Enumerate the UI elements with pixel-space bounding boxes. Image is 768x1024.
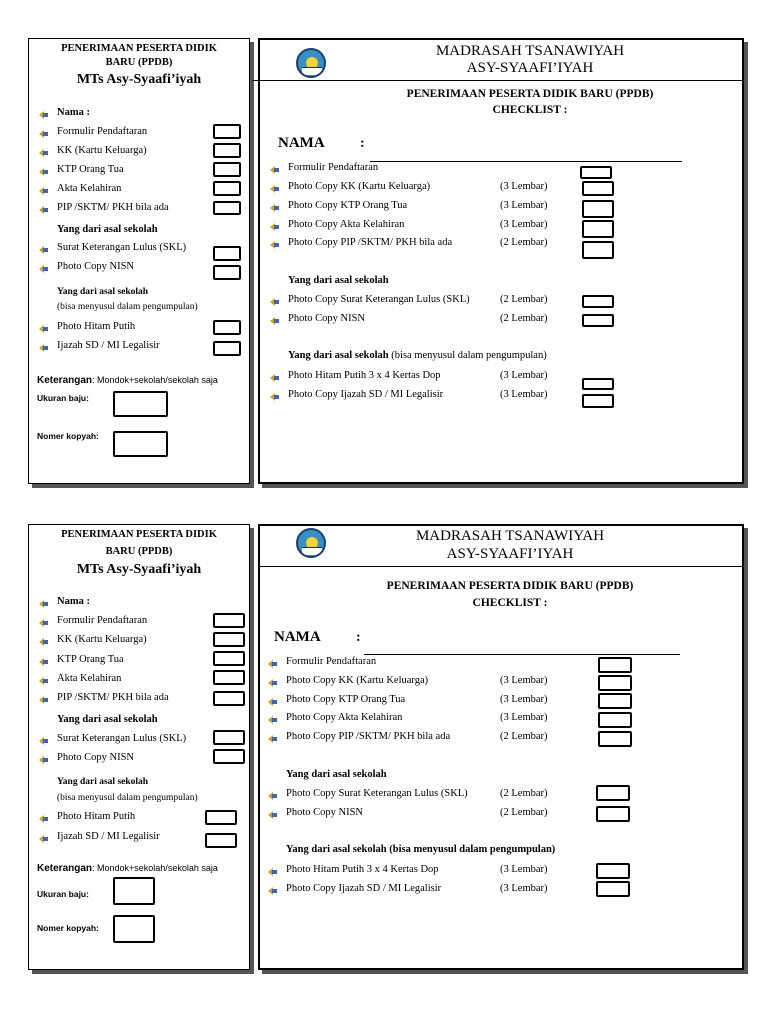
bullet-icon [39, 599, 48, 608]
checklist-checkbox[interactable] [596, 863, 630, 879]
stub-checkbox[interactable] [213, 730, 245, 745]
bullet-icon [270, 392, 279, 401]
stub-ukuran-label: Ukuran baju: [37, 889, 89, 899]
checklist-item-label: Formulir Pendaftaran [286, 656, 377, 667]
checklist-item-qty: (2 Lembar) [500, 807, 548, 818]
checklist-sheet [0, 30, 768, 500]
bullet-icon [39, 167, 48, 176]
checklist-item-label: Photo Copy KK (Kartu Keluarga) [286, 675, 429, 686]
checklist-card [258, 38, 744, 484]
checklist-checkbox[interactable] [598, 657, 632, 673]
checklist-item-label: Photo Copy Akta Kelahiran [286, 712, 403, 723]
checklist-checkbox[interactable] [582, 220, 614, 238]
checklist-item-label: Photo Copy NISN [288, 313, 366, 324]
stub-nama-label: Nama : [57, 596, 90, 607]
stub-section-heading: Yang dari asal sekolah [57, 287, 149, 297]
bullet-icon [39, 205, 48, 214]
checklist-item-qty: (3 Lembar) [500, 389, 548, 400]
school-logo-icon [296, 48, 326, 78]
checklist-item-label: Photo Copy Akta Kelahiran [288, 219, 405, 230]
stub-school-name: MTs Asy-Syaafi’iyah [76, 562, 202, 577]
checklist-item-label: Photo Copy Ijazah SD / MI Legalisir [286, 883, 442, 894]
stub-nomer-label: Nomer kopyah: [37, 923, 99, 933]
bullet-icon [39, 755, 48, 764]
bullet-icon [268, 867, 277, 876]
stub-checkbox[interactable] [205, 833, 237, 848]
checklist-subtitle-line1: PENERIMAAN PESERTA DIDIK BARU (PPDB) [386, 580, 634, 592]
checklist-item-qty: (2 Lembar) [500, 731, 548, 742]
checklist-item-label: Photo Hitam Putih 3 x 4 Kertas Dop [288, 370, 441, 381]
checklist-section-heading: Yang dari asal sekolah [288, 275, 389, 286]
bullet-icon [270, 184, 279, 193]
checklist-sheet [0, 516, 768, 986]
stub-item: Ijazah SD / MI Legalisir [57, 831, 160, 842]
bullet-icon [39, 245, 48, 254]
checklist-checkbox[interactable] [582, 378, 614, 390]
stub-checkbox[interactable] [213, 143, 241, 158]
checklist-checkbox[interactable] [580, 166, 612, 179]
checklist-checkbox[interactable] [598, 675, 632, 691]
bullet-icon [268, 791, 277, 800]
stub-title-line1: PENERIMAAN PESERTA DIDIK [61, 529, 217, 540]
checklist-section-note: (bisa menyusul dalam pengumpulan) [389, 844, 556, 855]
stub-title-line1: PENERIMAAN PESERTA DIDIK [61, 43, 217, 54]
checklist-section-heading: Yang dari asal sekolah [286, 844, 387, 855]
checklist-checkbox[interactable] [598, 712, 632, 728]
nama-colon: : [356, 630, 361, 645]
nomer-kopyah-box[interactable] [113, 915, 155, 943]
stub-checkbox[interactable] [213, 320, 241, 335]
bullet-icon [39, 129, 48, 138]
nama-label: NAMA [274, 629, 321, 645]
stub-checkbox[interactable] [213, 632, 245, 647]
checklist-item-label: Photo Hitam Putih 3 x 4 Kertas Dop [286, 864, 439, 875]
bullet-icon [39, 186, 48, 195]
checklist-item-qty: (2 Lembar) [500, 313, 548, 324]
bullet-icon [268, 734, 277, 743]
bullet-icon [268, 810, 277, 819]
stub-item: PIP /SKTM/ PKH bila ada [57, 692, 169, 703]
checklist-checkbox[interactable] [596, 785, 630, 801]
checklist-checkbox[interactable] [598, 693, 632, 709]
bullet-icon [270, 297, 279, 306]
checklist-item-label: Photo Copy KTP Orang Tua [288, 200, 408, 211]
checklist-item-qty: (3 Lembar) [500, 200, 548, 211]
stub-item: KK (Kartu Keluarga) [57, 634, 147, 645]
checklist-item-qty: (3 Lembar) [500, 219, 548, 230]
nama-field-line[interactable] [364, 654, 680, 655]
stub-item: Formulir Pendaftaran [57, 126, 148, 137]
stub-item: Formulir Pendaftaran [57, 615, 148, 626]
stub-school-name: MTs Asy-Syaafi’iyah [76, 72, 202, 87]
nama-label: NAMA [278, 135, 325, 151]
ukuran-baju-box[interactable] [113, 877, 155, 905]
school-title-line2: ASY-SYAAFI’IYAH [466, 60, 594, 76]
checklist-card [258, 524, 744, 970]
stub-title-line2: BARU (PPDB) [105, 57, 173, 68]
stub-section-heading: Yang dari asal sekolah [57, 777, 149, 787]
nama-colon: : [360, 136, 365, 151]
checklist-item-qty: (3 Lembar) [500, 712, 548, 723]
checklist-item-qty: (3 Lembar) [500, 181, 548, 192]
bullet-icon [39, 343, 48, 352]
stub-checkbox[interactable] [213, 341, 241, 356]
checklist-checkbox[interactable] [582, 241, 614, 259]
checklist-item-qty: (3 Lembar) [500, 883, 548, 894]
checklist-item-qty: (3 Lembar) [500, 675, 548, 686]
bullet-icon [270, 316, 279, 325]
checklist-checkbox[interactable] [582, 181, 614, 196]
bullet-icon [39, 324, 48, 333]
nomer-kopyah-box[interactable] [113, 431, 168, 457]
stub-checkbox[interactable] [205, 810, 237, 825]
bullet-icon [268, 697, 277, 706]
bullet-icon [39, 110, 48, 119]
checklist-checkbox[interactable] [582, 314, 614, 327]
school-title-line1: MADRASAH TSANAWIYAH [415, 528, 605, 544]
stub-checkbox[interactable] [213, 265, 241, 280]
stub-nomer-label: Nomer kopyah: [37, 431, 99, 441]
bullet-icon [270, 373, 279, 382]
keterangan-value: : Mondok+sekolah/sekolah saja [92, 375, 218, 385]
stub-checkbox[interactable] [213, 749, 245, 764]
stub-title-line2: BARU (PPDB) [105, 546, 173, 557]
bullet-icon [39, 148, 48, 157]
checklist-checkbox[interactable] [598, 731, 632, 747]
bullet-icon [270, 222, 279, 231]
bullet-icon [268, 715, 277, 724]
stub-checkbox[interactable] [213, 613, 245, 628]
checklist-subtitle-line2: CHECKLIST : [492, 104, 568, 116]
student-stub-card [28, 524, 250, 970]
checklist-item-qty: (3 Lembar) [500, 864, 548, 875]
bullet-icon [39, 657, 48, 666]
stub-ukuran-label: Ukuran baju: [37, 393, 89, 403]
stub-section-heading: Yang dari asal sekolah [57, 224, 158, 235]
checklist-checkbox[interactable] [596, 806, 630, 822]
checklist-section-heading: Yang dari asal sekolah [286, 769, 387, 780]
stub-item: Surat Keterangan Lulus (SKL) [57, 733, 187, 744]
checklist-section-heading: Yang dari asal sekolah [288, 350, 389, 361]
stub-section-note: (bisa menyusul dalam pengumpulan) [57, 302, 198, 312]
bullet-icon [39, 814, 48, 823]
bullet-icon [39, 736, 48, 745]
checklist-subtitle-line2: CHECKLIST : [472, 597, 548, 609]
checklist-item-qty: (2 Lembar) [500, 788, 548, 799]
stub-checkbox[interactable] [213, 670, 245, 685]
checklist-checkbox[interactable] [582, 394, 614, 408]
checklist-checkbox[interactable] [582, 295, 614, 308]
stub-item: Photo Hitam Putih [57, 811, 136, 822]
stub-checkbox[interactable] [213, 691, 245, 706]
checklist-subtitle-line1: PENERIMAAN PESERTA DIDIK BARU (PPDB) [406, 88, 654, 100]
bullet-icon [39, 834, 48, 843]
bullet-icon [270, 203, 279, 212]
checklist-checkbox[interactable] [596, 881, 630, 897]
stub-item: Ijazah SD / MI Legalisir [57, 340, 160, 351]
stub-item: KTP Orang Tua [57, 654, 124, 665]
checklist-section-heading-row [286, 844, 555, 855]
bullet-icon [39, 618, 48, 627]
bullet-icon [268, 659, 277, 668]
stub-item: Surat Keterangan Lulus (SKL) [57, 242, 187, 253]
checklist-item-qty: (3 Lembar) [500, 694, 548, 705]
checklist-item-label: Photo Copy Surat Keterangan Lulus (SKL) [286, 788, 468, 799]
checklist-item-label: Photo Copy Surat Keterangan Lulus (SKL) [288, 294, 470, 305]
checklist-section-note: (bisa menyusul dalam pengumpulan) [391, 350, 547, 361]
stub-checkbox[interactable] [213, 181, 241, 196]
stub-section-note: (bisa menyusul dalam pengumpulan) [57, 793, 198, 803]
nama-field-line[interactable] [370, 161, 682, 162]
checklist-section-heading-row [288, 350, 547, 361]
header-divider [252, 80, 744, 81]
stub-keterangan [37, 863, 218, 874]
bullet-icon [270, 240, 279, 249]
bullet-icon [39, 637, 48, 646]
stub-item: Photo Hitam Putih [57, 321, 136, 332]
ukuran-baju-box[interactable] [113, 391, 168, 417]
stub-section-heading: Yang dari asal sekolah [57, 714, 158, 725]
bullet-icon [39, 695, 48, 704]
stub-item: Akta Kelahiran [57, 673, 122, 684]
checklist-item-label: Photo Copy PIP /SKTM/ PKH bila ada [286, 731, 451, 742]
stub-item: Photo Copy NISN [57, 752, 135, 763]
school-logo-icon [296, 528, 326, 558]
header-divider [260, 566, 744, 567]
school-title-line2: ASY-SYAAFI’IYAH [446, 546, 574, 562]
stub-item: KK (Kartu Keluarga) [57, 145, 147, 156]
stub-item: Photo Copy NISN [57, 261, 135, 272]
stub-checkbox[interactable] [213, 201, 241, 215]
checklist-item-label: Photo Copy Ijazah SD / MI Legalisir [288, 389, 444, 400]
bullet-icon [39, 264, 48, 273]
stub-nama-label: Nama : [57, 107, 90, 118]
bullet-icon [270, 165, 279, 174]
stub-item: KTP Orang Tua [57, 164, 124, 175]
checklist-item-label: Photo Copy PIP /SKTM/ PKH bila ada [288, 237, 453, 248]
stub-checkbox[interactable] [213, 162, 241, 177]
checklist-item-label: Formulir Pendaftaran [288, 162, 379, 173]
keterangan-label: Keterangan [37, 863, 93, 874]
stub-keterangan [37, 375, 218, 386]
bullet-icon [39, 676, 48, 685]
school-title-line1: MADRASAH TSANAWIYAH [435, 43, 625, 59]
checklist-item-label: Photo Copy KTP Orang Tua [286, 694, 406, 705]
checklist-item-label: Photo Copy NISN [286, 807, 364, 818]
stub-checkbox[interactable] [213, 246, 241, 261]
keterangan-value: : Mondok+sekolah/sekolah saja [92, 863, 218, 873]
stub-checkbox[interactable] [213, 651, 245, 666]
student-stub-card [28, 38, 250, 484]
checklist-item-qty: (3 Lembar) [500, 370, 548, 381]
stub-item: PIP /SKTM/ PKH bila ada [57, 202, 169, 213]
keterangan-label: Keterangan [37, 375, 93, 386]
checklist-checkbox[interactable] [582, 200, 614, 218]
bullet-icon [268, 886, 277, 895]
stub-item: Akta Kelahiran [57, 183, 122, 194]
bullet-icon [268, 678, 277, 687]
checklist-item-qty: (2 Lembar) [500, 237, 548, 248]
checklist-item-qty: (2 Lembar) [500, 294, 548, 305]
stub-checkbox[interactable] [213, 124, 241, 139]
checklist-item-label: Photo Copy KK (Kartu Keluarga) [288, 181, 431, 192]
